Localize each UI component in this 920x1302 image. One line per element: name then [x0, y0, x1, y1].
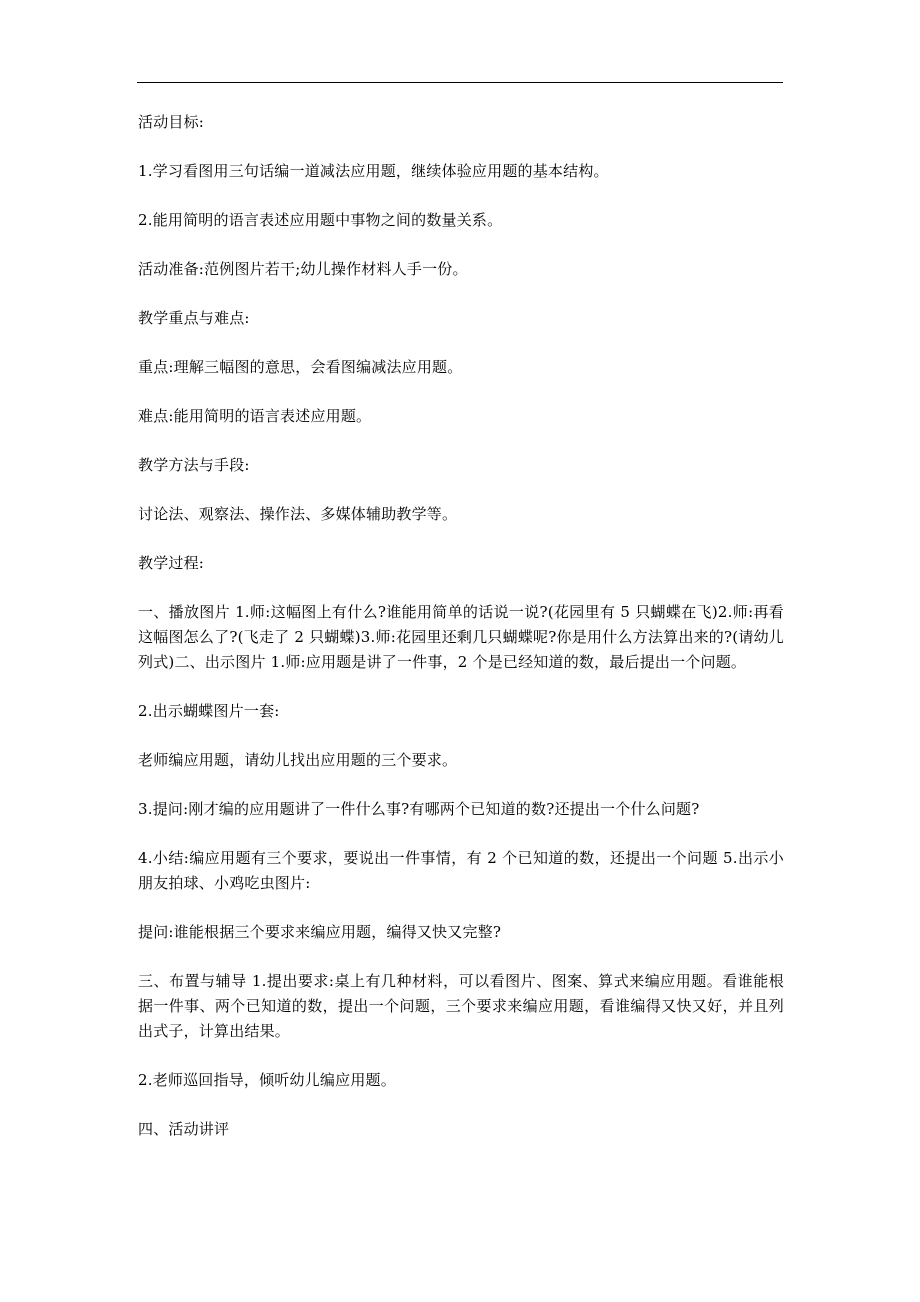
- preparation-paragraph: 活动准备:范例图片若干;幼儿操作材料人手一份。: [138, 260, 468, 278]
- section-heading-goals: 活动目标:: [138, 113, 205, 131]
- goal-item-1: 1.学习看图用三句话编一道减法应用题，继续体验应用题的基本结构。: [138, 162, 609, 180]
- process-item-guidance: 2.老师巡回指导，倾听幼儿编应用题。: [138, 1071, 396, 1089]
- section-heading-methods: 教学方法与手段:: [138, 456, 250, 474]
- process-step-3-paragraph: 三、布置与辅导 1.提出要求:桌上有几种材料，可以看图片、图案、算式来编应用题。看谁能根据一件事、两个已知道的数，提出一个问题，三个要求来编应用题，看谁编得又快又好，并且列出式子，计算出结果。: [138, 972, 784, 1040]
- methods-paragraph: 讨论法、观察法、操作法、多媒体辅助教学等。: [138, 505, 458, 523]
- process-item-show-butterflies: 2.出示蝴蝶图片一套:: [138, 702, 280, 720]
- difficulty-paragraph: 难点:能用简明的语言表述应用题。: [138, 407, 372, 425]
- section-heading-review: 四、活动讲评: [138, 1120, 230, 1138]
- header-rule: [137, 82, 783, 83]
- section-heading-process: 教学过程:: [138, 554, 205, 572]
- document-body: [138, 110, 784, 1142]
- section-heading-key-points: 教学重点与难点:: [138, 309, 250, 327]
- process-item-question-2: 提问:谁能根据三个要求来编应用题，编得又快又完整?: [138, 923, 502, 941]
- key-point-paragraph: 重点:理解三幅图的意思，会看图编减法应用题。: [138, 358, 463, 376]
- process-step-1-paragraph: 一、播放图片 1.师:这幅图上有什么?谁能用简单的话说一说?(花园里有 5 只蝴蝶在飞)2.师:再看这幅图怎么了?(飞走了 2 只蝴蝶)3.师:花园里还剩几只蝴蝶呢?你是用什么方法算出来的?(请幼儿列式)二、出示图片 1.师:应用题是讲了一件事，2 个是已经知道的数，最后提出一个问题。: [138, 603, 784, 671]
- process-item-teacher-example: 老师编应用题，请幼儿找出应用题的三个要求。: [138, 751, 458, 769]
- process-item-question: 3.提问:刚才编的应用题讲了一件什么事?有哪两个已知道的数?还提出一个什么问题?: [138, 800, 700, 818]
- goal-item-2: 2.能用简明的语言表述应用题中事物之间的数量关系。: [138, 211, 503, 229]
- process-item-summary: 4.小结:编应用题有三个要求，要说出一件事情，有 2 个已知道的数，还提出一个问题 5.出示小朋友拍球、小鸡吃虫图片:: [138, 849, 784, 892]
